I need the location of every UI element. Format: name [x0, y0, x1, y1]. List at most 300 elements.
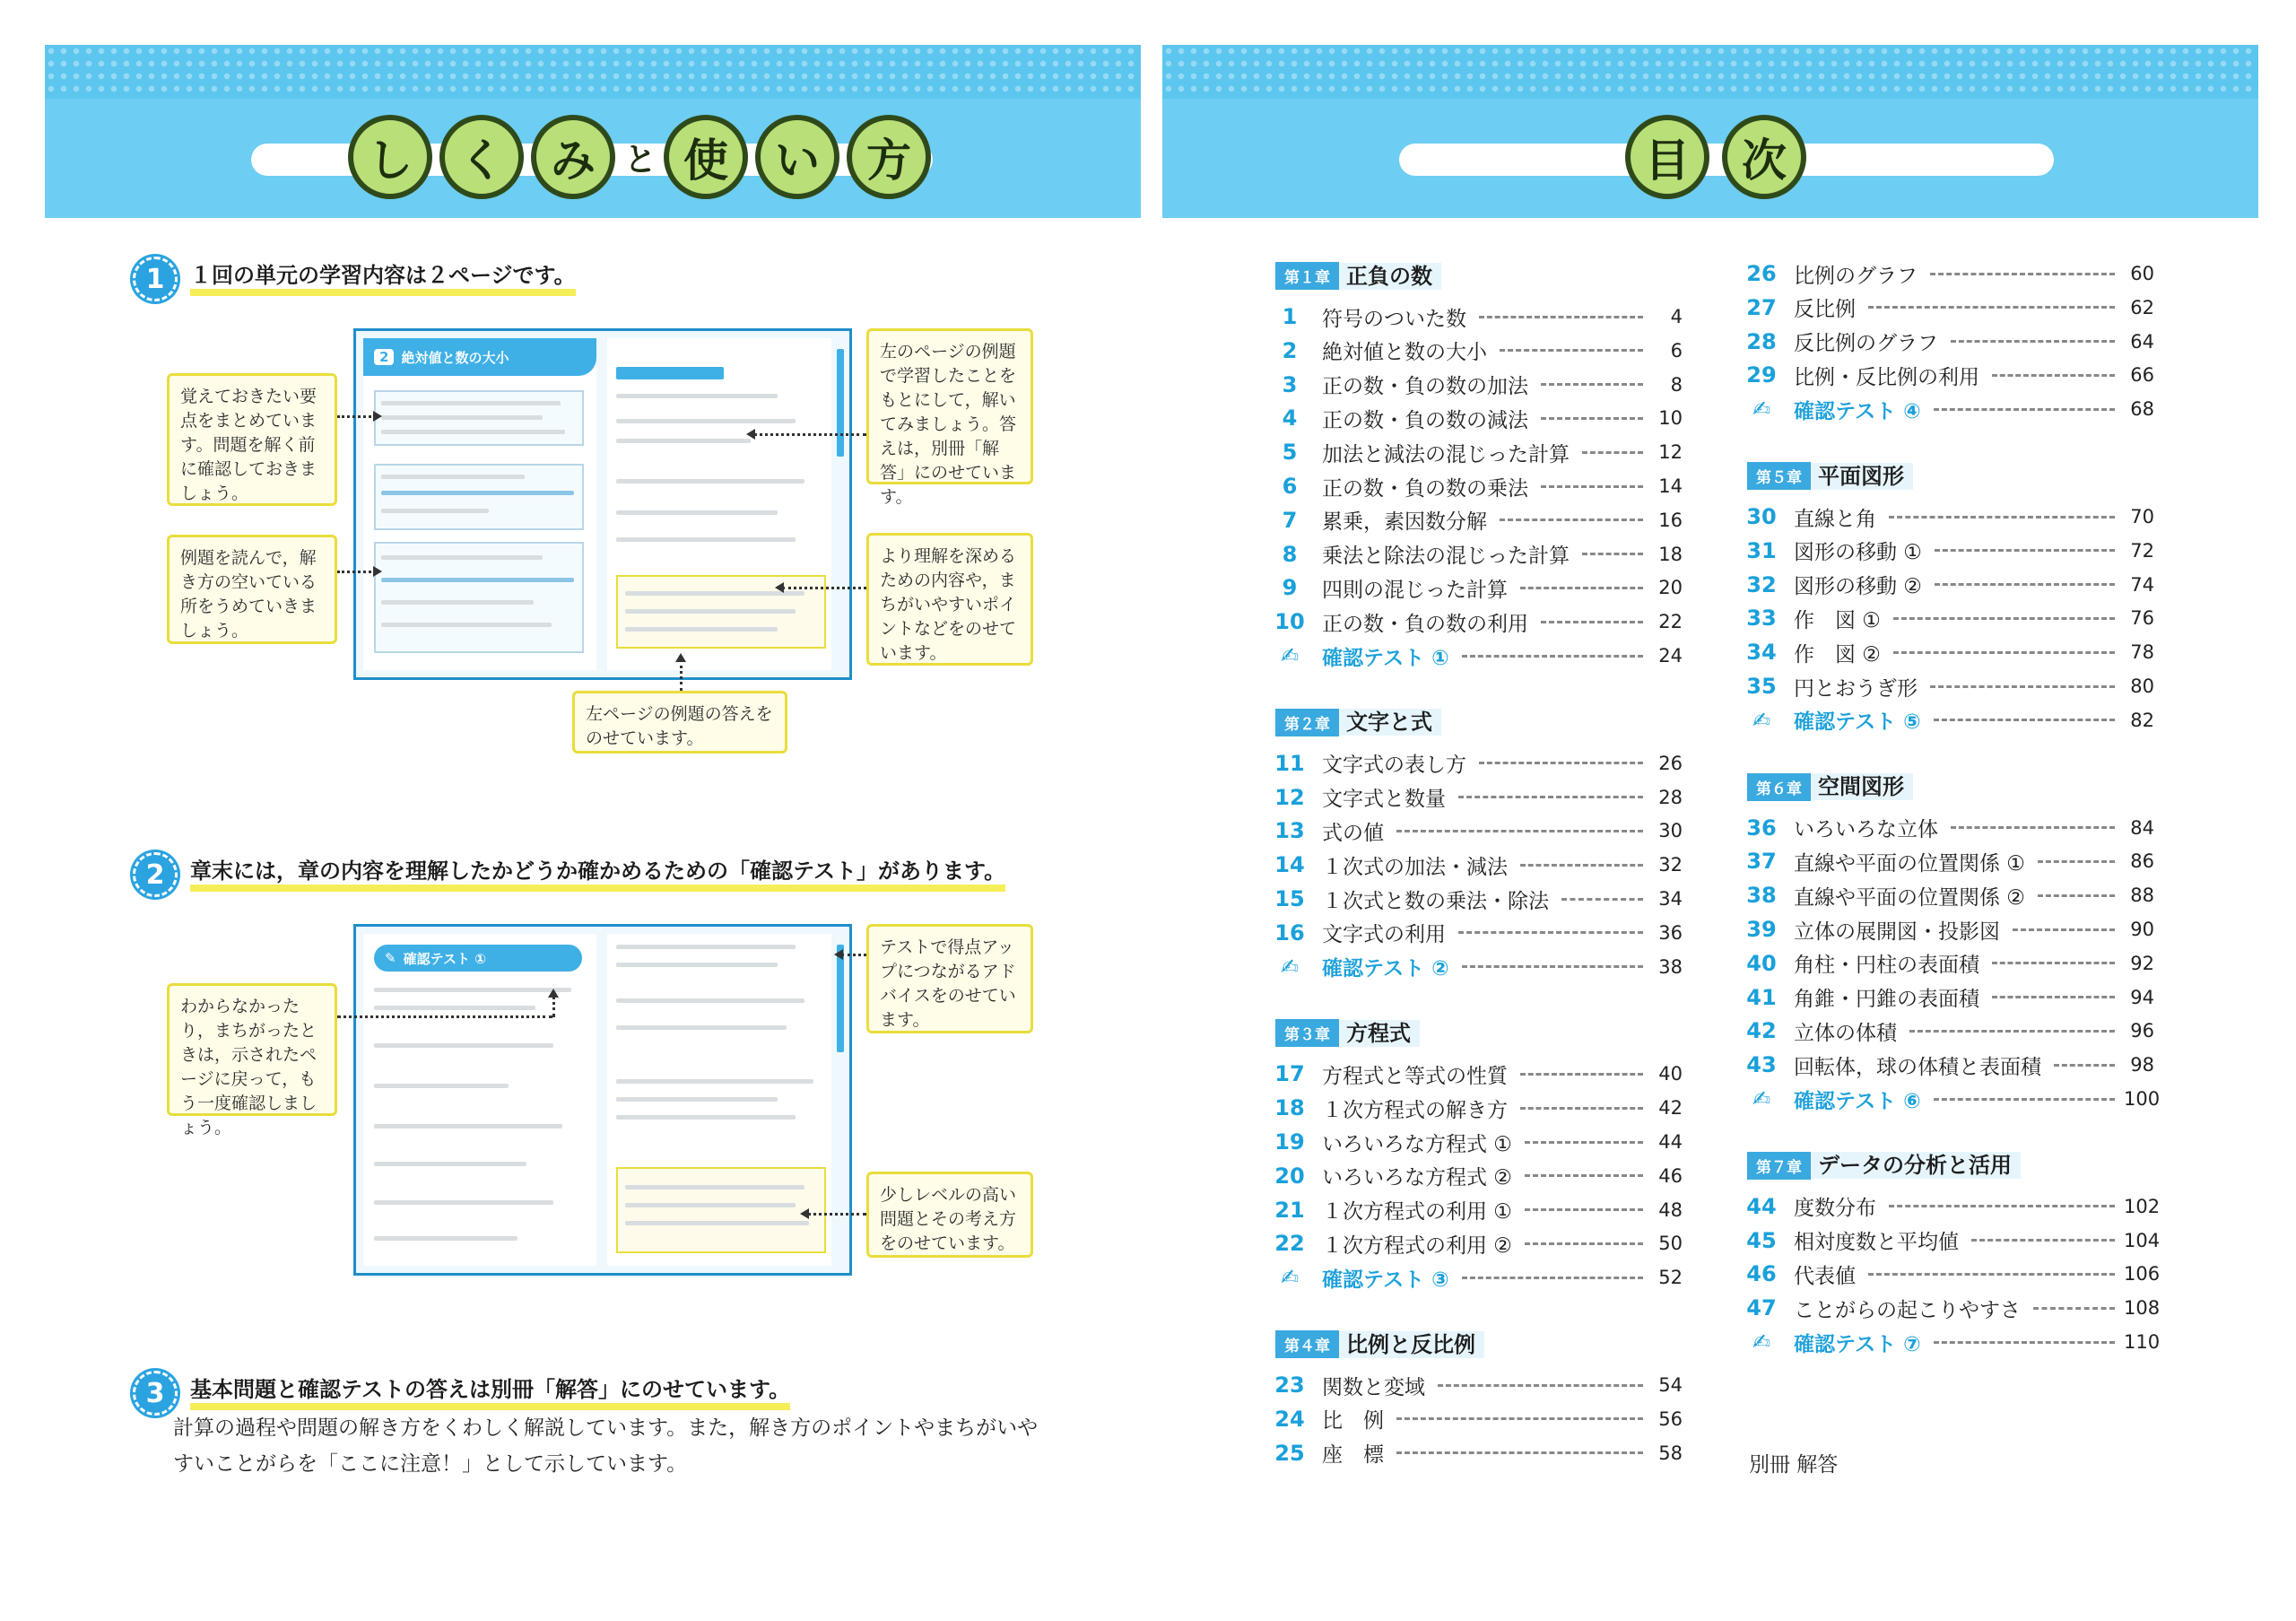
toc-leader-dots [1520, 864, 1643, 867]
toc-page-number: 78 [2130, 641, 2154, 664]
toc-page-number: 88 [2130, 885, 2154, 907]
pencil-hand-icon: ✍ [1752, 1329, 1771, 1355]
section-3-body: 計算の過程や問題の解き方をくわしく解説しています。また，解き方のポイントやまちがいやすいことがらを「ここに注意！」として示しています。 [173, 1416, 1039, 1476]
toc-page-number: 92 [2130, 952, 2154, 974]
toc-page-number: 32 [1658, 854, 1683, 876]
toc-item[interactable] [1742, 982, 2154, 1013]
section-1-heading [133, 257, 576, 301]
toc-title: 比 例 [1322, 1409, 1384, 1434]
toc-page-number: 74 [2130, 573, 2154, 596]
toc-item[interactable] [1270, 1127, 1683, 1157]
chapter-title: 空間図形 [1811, 773, 1913, 800]
toc-item[interactable] [1270, 815, 1683, 846]
toc-item[interactable] [1270, 918, 1683, 948]
toc-title: 図形の移動 ① [1794, 541, 1922, 565]
toc-title: 確認テスト ⑤ [1794, 710, 1921, 735]
section-3-heading [133, 1371, 790, 1416]
toc-item[interactable] [1742, 1259, 2161, 1289]
toc-number: 12 [1274, 784, 1305, 810]
toc-leader-dots [2054, 1064, 2115, 1067]
toc-title: 円とおうぎ形 [1794, 676, 1918, 701]
chapter-title: 平面図形 [1811, 463, 1913, 490]
toc-leader-dots [1889, 1205, 2115, 1207]
toc-title: 確認テスト ③ [1322, 1268, 1449, 1292]
toc-page-number: 60 [2130, 263, 2154, 284]
toc-number: 4 [1282, 405, 1298, 431]
toc-title: 正の数・負の数の加法 [1322, 375, 1528, 399]
toc-page-number: 64 [2130, 330, 2154, 353]
toc-item[interactable] [1742, 536, 2154, 566]
toc-page-number: 12 [1658, 441, 1683, 464]
toc-page-number: 76 [2130, 607, 2154, 630]
toc-test-item[interactable] [1742, 1084, 2161, 1114]
toc-leader-dots [1541, 621, 1643, 623]
chapter-badge: 第３章 [1275, 1019, 1339, 1047]
toc-page-number: 72 [2130, 539, 2154, 562]
toc-number: 10 [1274, 609, 1305, 635]
chapter-title: データの分析と活用 [1811, 1152, 2021, 1179]
toc-title: 文字式の表し方 [1322, 754, 1466, 778]
toc-number: 39 [1746, 917, 1777, 942]
toc-number: 28 [1746, 328, 1777, 354]
toc-item[interactable] [1270, 437, 1683, 467]
toc-number: 42 [1746, 1018, 1777, 1044]
toc-page-number: 66 [2130, 364, 2154, 387]
note-example: 例題を読んで，解き方の空いている所をうめていきましょう。 [167, 535, 337, 644]
toc-title: 代表値 [1794, 1264, 1856, 1288]
toc-item[interactable] [1270, 572, 1683, 603]
toc-title: １次方程式の解き方 [1322, 1098, 1508, 1122]
chapter-badge: 第４章 [1275, 1330, 1339, 1358]
toc-item[interactable] [1742, 501, 2154, 532]
toc-leader-dots [2013, 928, 2115, 931]
toc-number: 13 [1274, 818, 1305, 844]
toc-number: 14 [1274, 852, 1305, 878]
chapter-badge: 第５章 [1747, 462, 1811, 490]
toc-leader-dots [1561, 898, 1643, 901]
toc-item[interactable] [1742, 880, 2154, 911]
note-advanced: 少しレベルの高い問題とその考え方をのせています。 [866, 1172, 1033, 1258]
toc-page-number: 106 [2124, 1263, 2161, 1285]
toc-item[interactable] [1742, 637, 2154, 667]
toc-leader-dots [1520, 1107, 1643, 1110]
toc-number: 9 [1282, 575, 1298, 601]
toc-page-number: 20 [1658, 577, 1683, 599]
toc-leader-dots [1935, 549, 2115, 552]
toc-title: 累乗，素因数分解 [1322, 510, 1487, 535]
toc-page-number: 56 [1658, 1407, 1683, 1430]
toc-title: 立体の体積 [1794, 1021, 1897, 1045]
toc-item[interactable] [1270, 884, 1683, 914]
toc-page-number: 38 [1658, 955, 1683, 978]
toc-page-number: 70 [2130, 506, 2154, 527]
chapter-badge: 第１章 [1275, 262, 1339, 290]
chapter-badge: 第２章 [1275, 709, 1339, 736]
toc-page-number: 104 [2124, 1229, 2161, 1251]
toc-title: いろいろな方程式 ② [1322, 1166, 1512, 1190]
toc-page-number: 34 [1658, 888, 1683, 910]
toc-test-item[interactable] [1270, 952, 1683, 982]
chapter-heading [1747, 462, 1913, 490]
toc-item[interactable] [1270, 850, 1683, 880]
toc-title: 角柱・円柱の表面積 [1794, 954, 1979, 978]
toc-leader-dots [1525, 1242, 1643, 1245]
toc-leader-dots [1868, 306, 2115, 309]
toc-title: 加法と減法の混じった計算 [1322, 442, 1570, 466]
toc-item[interactable] [1270, 1438, 1683, 1468]
toc-leader-dots [1396, 1417, 1643, 1420]
toc-item[interactable] [1742, 1225, 2161, 1256]
toc-number: 11 [1274, 750, 1305, 776]
toc-leader-dots [1934, 408, 2115, 411]
toc-title: 正の数・負の数の利用 [1322, 612, 1528, 636]
toc-item[interactable] [1270, 403, 1683, 433]
toc-leader-dots [1992, 996, 2115, 998]
toc-leader-dots [1971, 1239, 2115, 1242]
bessatsu-answers: 別冊 解答 [1749, 1453, 1839, 1477]
toc-item[interactable] [1742, 846, 2154, 876]
toc-leader-dots [1525, 1174, 1643, 1177]
chapter-heading [1275, 1019, 1420, 1047]
toc-leader-dots [1396, 830, 1643, 832]
toc-number: 24 [1274, 1406, 1305, 1432]
toc-number: 22 [1274, 1231, 1305, 1257]
toc-page-number: 68 [2130, 398, 2154, 421]
toc-leader-dots [1462, 1277, 1643, 1279]
toc-leader-dots [1951, 826, 2115, 829]
toc-item[interactable] [1270, 301, 1683, 332]
toc-item[interactable] [1742, 813, 2154, 843]
toc-page-number: 18 [1658, 543, 1683, 565]
toc-title: 確認テスト ⑦ [1794, 1332, 1921, 1356]
toc-leader-dots [1458, 796, 1643, 798]
toc-number: 16 [1274, 919, 1305, 946]
toc-number: 20 [1274, 1163, 1305, 1189]
toc-leader-dots [1462, 965, 1643, 968]
toc-number: 6 [1282, 474, 1298, 499]
toc-number: 5 [1282, 440, 1298, 466]
pencil-hand-icon: ✍ [1752, 397, 1771, 423]
toc-leader-dots [1582, 553, 1643, 555]
title-char: 目 [1625, 115, 1709, 199]
chapter-heading [1275, 709, 1441, 736]
toc-item[interactable] [1742, 1050, 2154, 1080]
toc-page-number: 24 [1658, 645, 1683, 667]
toc-leader-dots [1930, 273, 2115, 275]
chapter-badge: 第７章 [1747, 1152, 1811, 1180]
toc-number: 3 [1282, 371, 1298, 397]
toc-title: 確認テスト ② [1322, 957, 1449, 981]
toc-leader-dots [2038, 860, 2115, 863]
toc-item[interactable] [1270, 1195, 1683, 1225]
toc-page-number: 46 [1658, 1164, 1683, 1187]
toc-item[interactable] [1270, 539, 1683, 570]
toc-leader-dots [1541, 485, 1643, 488]
toc-number: 19 [1274, 1129, 1305, 1155]
left-page-title [348, 115, 938, 199]
toc-page-number: 50 [1658, 1233, 1683, 1255]
toc-number: 17 [1274, 1061, 1305, 1087]
toc-number: 34 [1746, 640, 1777, 666]
toc-page-number: 22 [1658, 611, 1683, 633]
toc-title: 文字式と数量 [1322, 788, 1446, 812]
toc-title: 反比例のグラフ [1794, 332, 1938, 356]
toc-number: 7 [1282, 507, 1298, 533]
title-char: 次 [1722, 115, 1806, 199]
toc-title: 直線と角 [1794, 507, 1876, 531]
toc-leader-dots [1525, 1141, 1643, 1144]
toc-leader-dots [1992, 962, 2115, 964]
toc-title: 文字式の利用 [1322, 923, 1446, 947]
section-text: １回の単元の学習内容は２ページです。 [190, 262, 576, 296]
toc-page-number: 52 [1658, 1267, 1683, 1289]
toc-title: 図形の移動 ② [1794, 575, 1922, 599]
toc-title: いろいろな立体 [1794, 818, 1938, 842]
toc-title: 反比例 [1794, 298, 1856, 322]
title-char: み [531, 115, 615, 199]
toc-item[interactable] [1270, 1228, 1683, 1259]
toc-title: 度数分布 [1794, 1197, 1876, 1221]
toc-test-item[interactable] [1270, 641, 1683, 671]
section-text: 基本問題と確認テストの答えは別冊「解答」にのせています。 [190, 1376, 790, 1410]
toc-item[interactable] [1742, 1015, 2154, 1046]
thumb-title: 絶対値と数の大小 [401, 349, 509, 366]
toc-item[interactable] [1270, 471, 1683, 501]
toc-title: 立体の展開図・投影図 [1794, 919, 2000, 944]
toc-number: 1 [1282, 304, 1298, 329]
toc-title: 直線や平面の位置関係 ① [1794, 851, 2025, 876]
sample-spread-thumbnail-2 [353, 924, 852, 1276]
toc-title: 確認テスト ④ [1794, 399, 1921, 423]
chapter-badge: 第６章 [1747, 773, 1811, 801]
toc-page-number: 42 [1658, 1097, 1683, 1120]
toc-number: 41 [1746, 984, 1777, 1010]
toc-leader-dots [1520, 1073, 1643, 1076]
toc-leader-dots [1889, 516, 2115, 519]
toc-number: 40 [1746, 950, 1777, 976]
toc-item[interactable] [1270, 1161, 1683, 1191]
pencil-hand-icon: ✍ [1752, 1086, 1771, 1111]
toc-title: 正の数・負の数の乗法 [1322, 476, 1528, 501]
toc-leader-dots [2033, 1307, 2115, 1310]
toc-test-item[interactable] [1270, 1262, 1683, 1293]
toc-item[interactable] [1742, 914, 2154, 945]
toc-title: 作 図 ① [1794, 608, 1881, 632]
toc-title: 回転体，球の体積と表面積 [1794, 1055, 2041, 1079]
toc-page-number: 48 [1658, 1198, 1683, 1221]
toc-leader-dots [1525, 1208, 1643, 1211]
toc-number: 38 [1746, 883, 1777, 909]
toc-item[interactable] [1742, 292, 2154, 323]
toc-leader-dots [1951, 340, 2115, 343]
toc-number: 30 [1746, 504, 1777, 529]
toc-item[interactable] [1270, 505, 1683, 536]
toc-item[interactable] [1742, 570, 2154, 600]
toc-number: 32 [1746, 571, 1777, 597]
thumb-title: 確認テスト ① [403, 950, 486, 967]
title-char: い [755, 115, 839, 199]
chapter-heading [1747, 773, 1913, 801]
toc-item[interactable] [1742, 258, 2154, 289]
title-char: 方 [847, 115, 931, 199]
section-2-heading [133, 852, 1005, 897]
toc-page-number: 94 [2130, 986, 2154, 1008]
toc-item[interactable] [1270, 370, 1683, 400]
toc-leader-dots [1500, 519, 1643, 521]
toc-item[interactable] [1742, 1293, 2161, 1323]
toc-page-number: 40 [1658, 1063, 1683, 1085]
section-number-badge: 1 [133, 257, 178, 301]
toc-number: 47 [1746, 1295, 1777, 1321]
note-answers: 左ページの例題の答えをのせています。 [572, 691, 787, 754]
toc-test-item[interactable] [1742, 1327, 2161, 1357]
sample-spread-thumbnail-1 [353, 328, 852, 680]
toc-title: 正の数・負の数の減法 [1322, 408, 1528, 432]
section-number-badge: 3 [133, 1371, 178, 1416]
toc-page-number: 82 [2130, 709, 2154, 731]
toc-number: 37 [1746, 849, 1777, 875]
toc-item[interactable] [1742, 327, 2154, 357]
toc-page-number: 80 [2130, 675, 2154, 697]
toc-leader-dots [1934, 1098, 2115, 1101]
toc-title: １次式と数の乗法・除法 [1322, 889, 1549, 913]
toc-leader-dots [1992, 374, 2115, 377]
toc-leader-dots [1438, 1384, 1643, 1387]
toc-leader-dots [1479, 762, 1643, 764]
chapter-heading [1747, 1152, 2021, 1180]
note-practice: 左のページの例題で学習したことをもとにして，解いてみましょう。答えは，別冊「解答」にのせています。 [866, 328, 1033, 484]
toc-page-number: 8 [1670, 373, 1683, 396]
toc-number: 18 [1274, 1095, 1305, 1121]
thumb-header: ✎ 確認テスト ① [374, 945, 582, 972]
toc-number: 44 [1746, 1193, 1777, 1219]
toc-item[interactable] [1270, 782, 1683, 813]
toc-page-number: 102 [2124, 1195, 2161, 1217]
toc-page-number: 100 [2124, 1088, 2161, 1110]
toc-number: 43 [1746, 1052, 1777, 1078]
toc-number: 15 [1274, 886, 1305, 911]
toc-leader-dots [1500, 349, 1643, 352]
toc-number: 29 [1746, 362, 1777, 388]
pencil-hand-icon: ✍ [1280, 643, 1300, 668]
toc-page-number: 36 [1658, 921, 1683, 944]
toc-title: 乗法と除法の混じった計算 [1322, 545, 1570, 569]
toc-page-number: 96 [2130, 1020, 2154, 1042]
toc-page-number: 86 [2130, 850, 2154, 873]
toc-title: 絶対値と数の大小 [1322, 341, 1487, 365]
title-char: と [624, 141, 657, 179]
toc-title: 方程式と等式の性質 [1322, 1064, 1508, 1088]
chapter-title: 比例と反比例 [1339, 1331, 1484, 1358]
toc-title: 確認テスト ① [1322, 646, 1449, 670]
pencil-hand-icon: ✍ [1280, 1265, 1300, 1291]
toc-leader-dots [2038, 894, 2115, 897]
toc-leader-dots [1396, 1451, 1643, 1454]
chapter-title: 方程式 [1339, 1020, 1420, 1047]
toc-leader-dots [1541, 417, 1643, 420]
toc-title: ことがらの起こりやすさ [1794, 1298, 2021, 1322]
thumb-header: 2 絶対値と数の大小 [363, 338, 596, 376]
toc-page-number: 90 [2130, 919, 2154, 940]
toc-page-number: 16 [1658, 509, 1683, 531]
toc-leader-dots [1541, 383, 1643, 386]
chapter-title: 文字と式 [1339, 709, 1441, 736]
chapter-heading [1275, 1330, 1484, 1358]
toc-title: 関数と変域 [1322, 1375, 1425, 1399]
toc-title: 式の値 [1322, 821, 1384, 845]
toc-page-number: 26 [1658, 752, 1683, 774]
chapter-heading [1275, 262, 1441, 290]
toc-page-number: 110 [2124, 1331, 2161, 1353]
toc-item[interactable] [1742, 671, 2154, 702]
toc-item[interactable] [1270, 748, 1683, 779]
toc-item[interactable] [1270, 606, 1683, 637]
toc-leader-dots [1868, 1273, 2115, 1276]
toc-leader-dots [1893, 617, 2115, 620]
toc-leader-dots [1458, 931, 1643, 934]
toc-page-number: 58 [1658, 1442, 1683, 1464]
toc-title: 角錐・円錐の表面積 [1794, 988, 1979, 1012]
toc-item[interactable] [1270, 1404, 1683, 1434]
toc-leader-dots [1893, 651, 2115, 654]
title-char: 使 [664, 115, 748, 199]
toc-leader-dots [1462, 655, 1643, 658]
toc-item[interactable] [1742, 1191, 2161, 1222]
toc-page-number: 98 [2130, 1054, 2154, 1076]
toc-number: 31 [1746, 537, 1777, 563]
note-deeper: より理解を深めるための内容や，まちがいやすいポイントなどをのせています。 [866, 533, 1033, 666]
toc-page-number: 54 [1658, 1374, 1683, 1396]
toc-item[interactable] [1270, 1059, 1683, 1089]
toc-item[interactable] [1270, 1093, 1683, 1123]
toc-title: いろいろな方程式 ① [1322, 1132, 1512, 1156]
toc-number: 35 [1746, 674, 1777, 699]
toc-title: 符号のついた数 [1322, 307, 1466, 331]
toc-item[interactable] [1742, 603, 2154, 633]
toc-number: 36 [1746, 815, 1777, 841]
toc-leader-dots [1934, 719, 2115, 721]
toc-item[interactable] [1270, 336, 1683, 366]
toc-number: 23 [1274, 1373, 1305, 1398]
title-char: し [348, 115, 432, 199]
toc-page-number: 30 [1658, 820, 1683, 842]
toc-leader-dots [1582, 451, 1643, 454]
toc-title: １次式の加法・減法 [1322, 855, 1508, 879]
toc-number: 2 [1282, 337, 1298, 363]
toc-test-item[interactable] [1742, 394, 2154, 424]
toc-item[interactable] [1270, 1370, 1683, 1400]
toc-number: 25 [1274, 1440, 1305, 1466]
toc-number: 46 [1746, 1261, 1777, 1287]
toc-page-number: 44 [1658, 1131, 1683, 1153]
toc-page-number: 28 [1658, 786, 1683, 808]
toc-title: 比例・反比例の利用 [1794, 365, 1979, 389]
note-test-advice: テストで得点アップにつながるアドバイスをのせています。 [866, 924, 1033, 1033]
toc-title: 四則の混じった計算 [1322, 578, 1508, 602]
right-page-title [1625, 115, 1813, 199]
title-char: く [439, 115, 524, 199]
toc-test-item[interactable] [1742, 705, 2154, 736]
toc-title: 相対度数と平均値 [1794, 1231, 1959, 1255]
toc-title: 比例のグラフ [1794, 264, 1918, 288]
toc-leader-dots [1909, 1030, 2115, 1033]
toc-leader-dots [1930, 685, 2115, 688]
toc-title: １次方程式の利用 ② [1322, 1233, 1512, 1258]
section-text: 章末には，章の内容を理解したかどうか確かめるための「確認テスト」があります。 [190, 858, 1005, 892]
toc-number: 21 [1274, 1197, 1305, 1223]
toc-item[interactable] [1742, 360, 2154, 390]
toc-item[interactable] [1742, 948, 2154, 979]
